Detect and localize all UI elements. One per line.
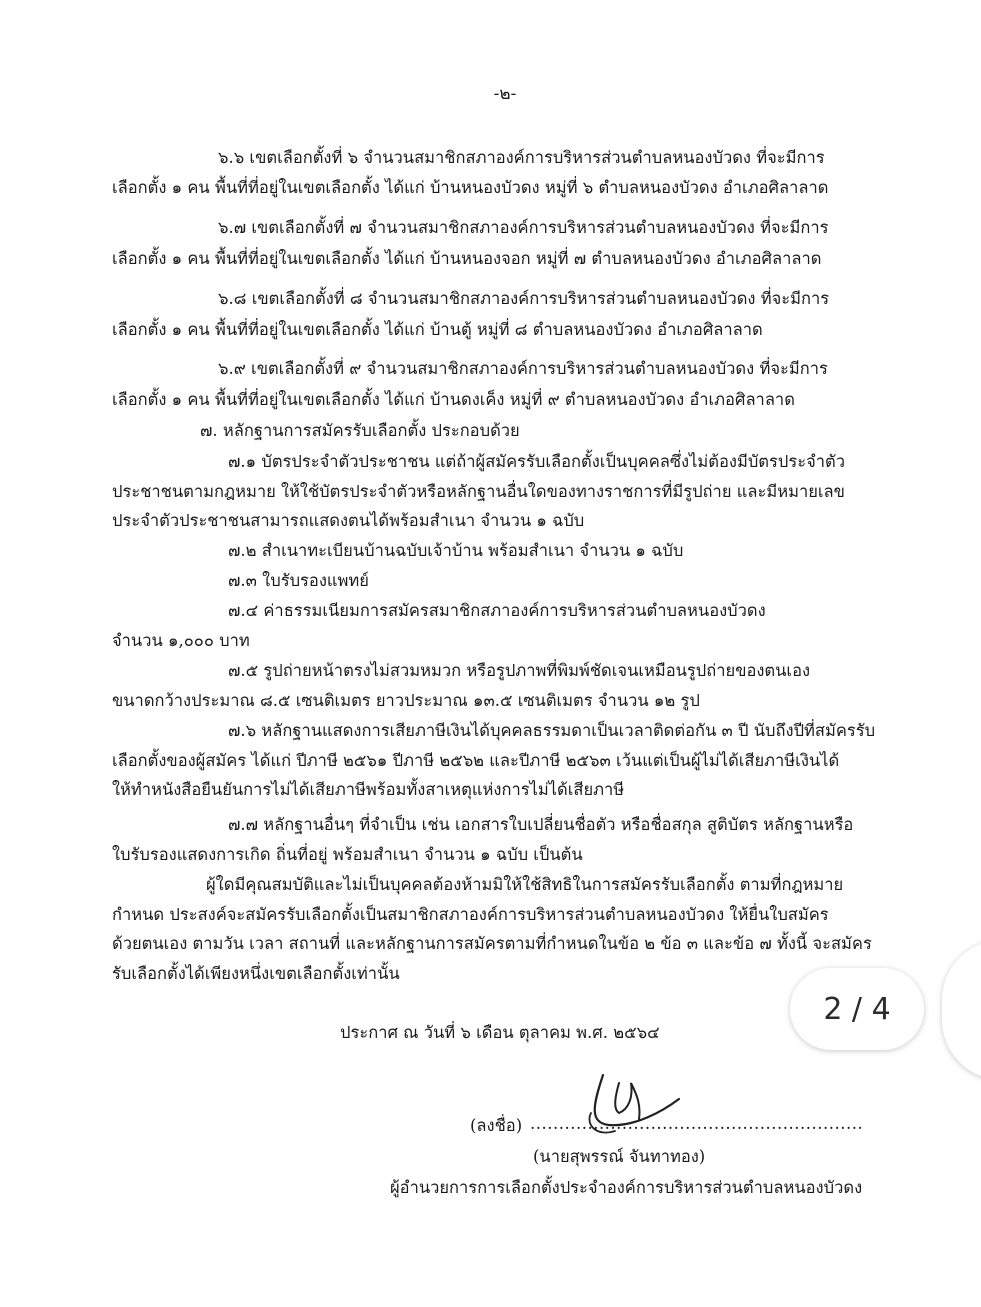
paragraph-c: ด้วยตนเอง ตามวัน เวลา สถานที่ และหลักฐานการสมัครตามที่กำหนดในข้อ ๒ ข้อ ๓ และข้อ ๗ ทั้งนี้ จะสมัคร [112, 934, 872, 953]
line-6-8-b: เลือกตั้ง ๑ คน พื้นที่ที่อยู่ในเขตเลือกตั้ง ได้แก่ บ้านตู้ หมู่ที่ ๘ ตำบลหนองบัวดง อำเภอศิลาลาด [112, 320, 763, 339]
line-7-7-a: ๗.๗ หลักฐานอื่นๆ ที่จำเป็น เช่น เอกสารใบเปลี่ยนชื่อตัว หรือชื่อสกุล สูติบัตร หลักฐานหรือ [228, 815, 854, 834]
line-7-5-b: ขนาดกว้างประมาณ ๘.๕ เซนติเมตร ยาวประมาณ ๑๓.๕ เซนติเมตร จำนวน ๑๒ รูป [112, 691, 700, 710]
line-6-7-a: ๖.๗ เขตเลือกตั้งที่ ๗ จำนวนสมาชิกสภาองค์การบริหารส่วนตำบลหนองบัวดง ที่จะมีการ [218, 218, 829, 237]
signatory-position: ผู้อำนวยการการเลือกตั้งประจำองค์การบริหารส่วนตำบลหนองบัวดง [390, 1178, 863, 1197]
line-7-6-a: ๗.๖ หลักฐานแสดงการเสียภาษีเงินได้บุคคลธรรมดาเป็นเวลาติดต่อกัน ๓ ปี นับถึงปีที่สมัครรับ [228, 721, 876, 740]
page-indicator [790, 968, 924, 1050]
line-6-9-b: เลือกตั้ง ๑ คน พื้นที่ที่อยู่ในเขตเลือกตั้ง ได้แก่ บ้านดงเค็ง หมู่ที่ ๙ ตำบลหนองบัวดง อำเภอศิลาลาด [112, 390, 795, 409]
line-6-8-a: ๖.๘ เขตเลือกตั้งที่ ๘ จำนวนสมาชิกสภาองค์การบริหารส่วนตำบลหนองบัวดง ที่จะมีการ [218, 289, 830, 308]
line-6-9-a: ๖.๙ เขตเลือกตั้งที่ ๙ จำนวนสมาชิกสภาองค์การบริหารส่วนตำบลหนองบัวดง ที่จะมีการ [218, 359, 828, 378]
line-6-6-b: เลือกตั้ง ๑ คน พื้นที่ที่อยู่ในเขตเลือกตั้ง ได้แก่ บ้านหนองบัวดง หมู่ที่ ๖ ตำบลหนองบัวดง อำเภอศิลาลาด [112, 178, 829, 197]
line-7-6-c: ให้ทำหนังสือยืนยันการไม่ได้เสียภาษีพร้อมทั้งสาเหตุแห่งการไม่ได้เสียภาษี [112, 780, 625, 799]
line-7-4-a: ๗.๔ ค่าธรรมเนียมการสมัครสมาชิกสภาองค์การบริหารส่วนตำบลหนองบัวดง [228, 601, 766, 620]
line-7-3: ๗.๓ ใบรับรองแพทย์ [228, 571, 369, 590]
signature-prefix: (ลงชื่อ) [470, 1116, 523, 1135]
line-7-4-b: จำนวน ๑,๐๐๐ บาท [112, 631, 250, 650]
line-7-6-b: เลือกตั้งของผู้สมัคร ได้แก่ ปีภาษี ๒๕๖๑ ปีภาษี ๒๕๖๒ และปีภาษี ๒๕๖๓ เว้นแต่เป็นผู้ไม่ได้เสียภาษีเงินได้ [112, 751, 840, 770]
paragraph-a: ผู้ใดมีคุณสมบัติและไม่เป็นบุคคลต้องห้ามมิให้ใช้สิทธิในการสมัครรับเลือกตั้ง ตามที่กฎหมาย [206, 875, 844, 894]
line-7-1-a: ๗.๑ บัตรประจำตัวประชาชน แต่ถ้าผู้สมัครรับเลือกตั้งเป็นบุคคลซึ่งไม่ต้องมีบัตรประจำตัว [228, 452, 846, 471]
line-7-7-b: ใบรับรองแสดงการเกิด ถิ่นที่อยู่ พร้อมสำเนา จำนวน ๑ ฉบับ เป็นต้น [112, 845, 583, 864]
floating-action-button[interactable] [942, 940, 981, 1080]
line-7-1-b: ประชาชนตามกฎหมาย ให้ใช้บัตรประจำตัวหรือหลักฐานอื่นใดของทางราชการที่มีรูปถ่าย และมีหมายเลข [112, 482, 845, 501]
paragraph-b: กำหนด ประสงค์จะสมัครรับเลือกตั้งเป็นสมาชิกสภาองค์การบริหารส่วนตำบลหนองบัวดง ให้ยื่นใบสมัคร [112, 905, 829, 924]
line-6-6-a: ๖.๖ เขตเลือกตั้งที่ ๖ จำนวนสมาชิกสภาองค์การบริหารส่วนตำบลหนองบัวดง ที่จะมีการ [218, 148, 825, 167]
paragraph-d: รับเลือกตั้งได้เพียงหนึ่งเขตเลือกตั้งเท่านั้น [112, 964, 400, 983]
section-7-heading: ๗. หลักฐานการสมัครรับเลือกตั้ง ประกอบด้วย [200, 421, 520, 440]
line-7-2: ๗.๒ สำเนาทะเบียนบ้านฉบับเจ้าบ้าน พร้อมสำเนา จำนวน ๑ ฉบับ [228, 541, 684, 560]
signature-dots: .......................................................... [530, 1114, 864, 1133]
page-indicator-label: 2 / 4 [823, 991, 891, 1027]
line-6-7-b: เลือกตั้ง ๑ คน พื้นที่ที่อยู่ในเขตเลือกตั้ง ได้แก่ บ้านหนองจอก หมู่ที่ ๗ ตำบลหนองบัวดง อำเภอศิลาลาด [112, 249, 822, 268]
line-7-1-c: ประจำตัวประชาชนสามารถแสดงตนได้พร้อมสำเนา จำนวน ๑ ฉบับ [112, 511, 585, 530]
signatory-name: (นายสุพรรณ์ จันทาทอง) [533, 1147, 706, 1166]
signature-mark [575, 1065, 685, 1145]
line-7-5-a: ๗.๕ รูปถ่ายหน้าตรงไม่สวมหมวก หรือรูปภาพที่พิมพ์ชัดเจนเหมือนรูปถ่ายของตนเอง [228, 661, 811, 680]
page-number: -๒- [493, 84, 517, 104]
announcement-date: ประกาศ ณ วันที่ ๖ เดือน ตุลาคม พ.ศ. ๒๕๖๔ [340, 1023, 660, 1042]
